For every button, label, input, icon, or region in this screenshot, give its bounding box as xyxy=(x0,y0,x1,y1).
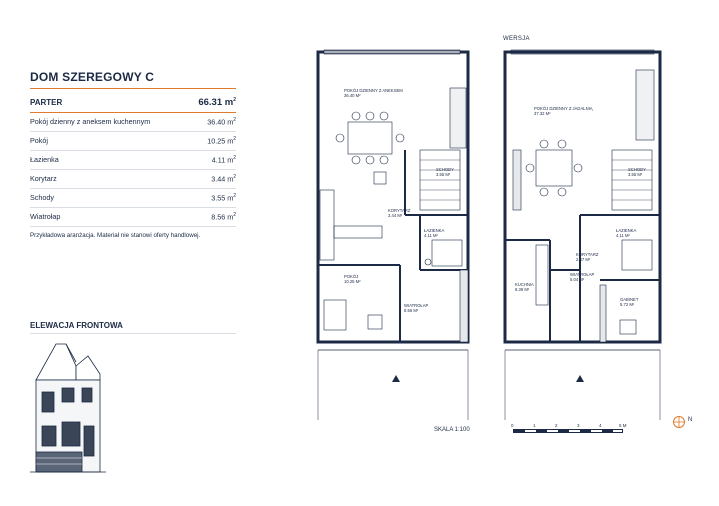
scale-label: SKALA 1:100 xyxy=(434,427,470,433)
front-elevation-drawing xyxy=(28,340,108,480)
scale-tick: 4 xyxy=(599,423,602,428)
room-area: 36.40 $m^2$ xyxy=(187,112,236,131)
elevation-rule xyxy=(30,333,236,334)
plan-label-bath-right: ŁAZIENKA 4.11 M² xyxy=(616,228,637,238)
plan-label-corridor-left: KORYTARZ 3.44 M² xyxy=(388,208,411,218)
elevation-title: ELEWACJA FRONTOWA xyxy=(30,321,123,330)
room-name: Wiatrołap xyxy=(30,207,187,226)
room-area: 3.55 $m^2$ xyxy=(187,188,236,207)
room-area: 10.25 $m^2$ xyxy=(187,131,236,150)
plan-label-stairs-right: SCHODY 3.55 M² xyxy=(628,167,646,177)
plan-label-vestibule-left: WIATROŁAP 8.56 M² xyxy=(404,303,429,313)
plan-label-stairs-left: SCHODY 3.55 M² xyxy=(436,167,454,177)
north-label: N xyxy=(688,417,693,423)
room-name: Korytarz xyxy=(30,169,187,188)
floor-row xyxy=(30,93,236,112)
room-name: Łazienka xyxy=(30,150,187,169)
plan-label-corridor-right: KORYTARZ 2.67 M² xyxy=(576,252,599,262)
room-name: Pokój xyxy=(30,131,187,150)
floor-name: PARTER xyxy=(30,93,187,112)
scale-tick: 5 M xyxy=(619,423,627,428)
page-title: DOM SZEREGOWY C xyxy=(30,70,155,84)
table-row xyxy=(30,188,236,207)
scale-tick: 1 xyxy=(533,423,536,428)
table-row xyxy=(30,207,236,226)
floor-area: 66.31 $m^2$ xyxy=(187,93,236,112)
plan-label-living-left: POKÓJ DZIENNY Z ANEKSEM 36.40 M² xyxy=(344,88,403,98)
plan-label-living-right: POKÓJ DZIENNY Z JADALNIĄ 37.32 M² xyxy=(534,106,593,116)
scale-bar xyxy=(513,429,623,433)
disclaimer-note: Przykładowa aranżacja. Materiał nie stanowi oferty handlowej. xyxy=(30,232,201,239)
plan-label-vestibule-right: WIATROŁAP 5.04 M² xyxy=(570,272,595,282)
table-row xyxy=(30,112,236,131)
room-name: Schody xyxy=(30,188,187,207)
room-name: Pokój dzienny z aneksem kuchennym xyxy=(30,112,187,131)
scale-tick: 3 xyxy=(577,423,580,428)
area-table xyxy=(30,93,236,227)
plan-label-bath-left: ŁAZIENKA 4.11 M² xyxy=(424,228,445,238)
title-rule xyxy=(30,88,236,89)
plan-label-kitchen-right: KUCHNIA 8.39 M² xyxy=(515,282,534,292)
north-arrow-icon xyxy=(672,415,686,429)
room-area: 4.11 $m^2$ xyxy=(187,150,236,169)
scale-tick: 2 xyxy=(555,423,558,428)
room-area: 8.56 $m^2$ xyxy=(187,207,236,226)
table-row xyxy=(30,131,236,150)
table-row xyxy=(30,169,236,188)
room-area: 3.44 $m^2$ xyxy=(187,169,236,188)
table-row xyxy=(30,150,236,169)
version-label: WERSJA xyxy=(503,36,530,42)
plan-label-room-left: POKÓJ 10.25 M² xyxy=(344,274,361,284)
plan-label-cabinet-right: GABINET 5.72 M² xyxy=(620,297,639,307)
scale-tick: 0 xyxy=(511,423,514,428)
